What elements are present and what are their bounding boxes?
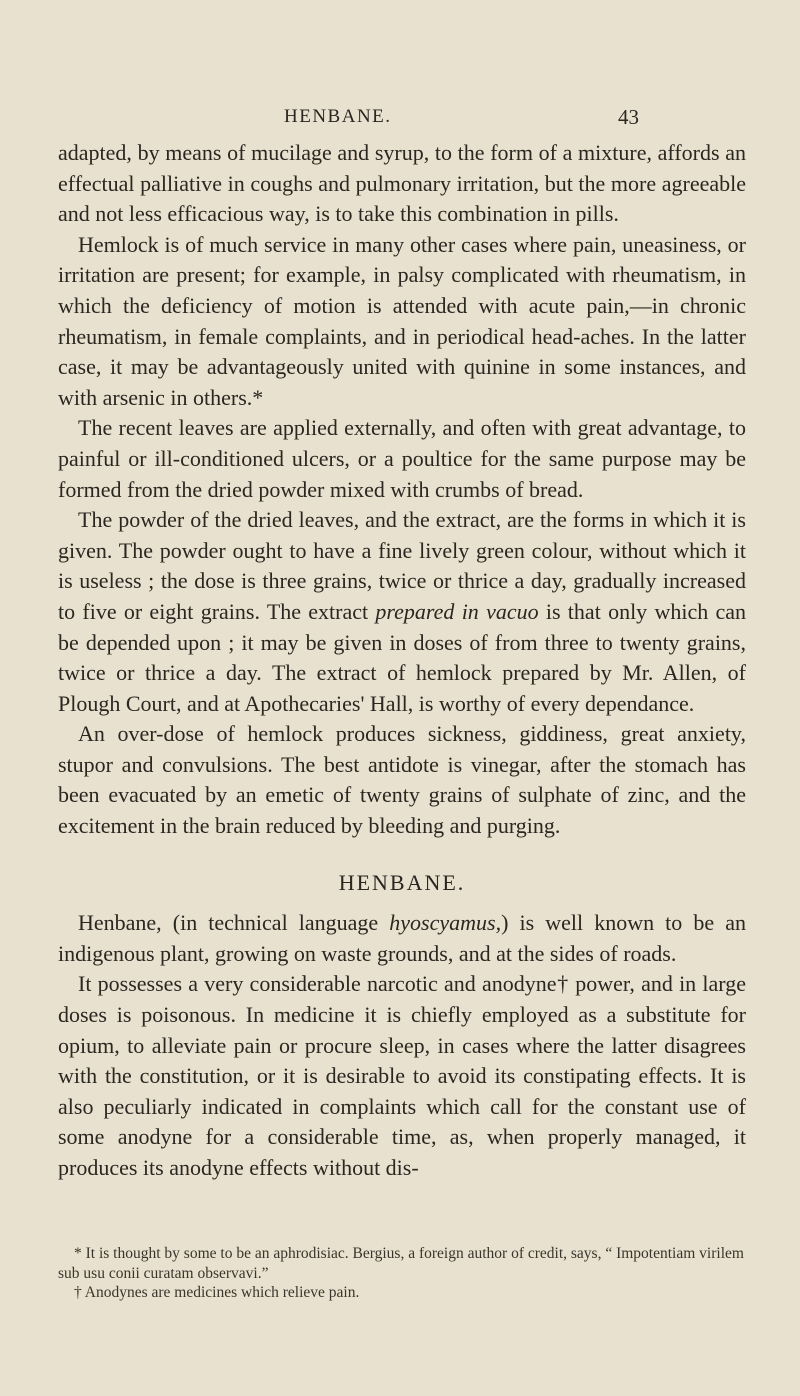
italic-term: hyoscyamus, (389, 910, 502, 936)
paragraph (58, 908, 746, 969)
running-head: HENBANE. (284, 106, 392, 127)
footnote: † Anodynes are medicines which relieve pain. (74, 1284, 360, 1301)
paragraph: Hemlock is of much service in many other cases where pain, uneasiness, or irritation are present; for example, in palsy complicated with rheumatism, in which the deficiency of motion is attended with acute pain,—in chronic rheumatism, in female complaints, and in periodical head-aches. In the latter case, it may be advantageously united with quinine in some instances, and with arsenic in others.* (58, 231, 746, 410)
page-number: 43 (618, 105, 639, 129)
text-run: is that only which can be depended upon ; it may be given in doses of from three to twenty grains, twice or thrice a day. The extract of hemlock prepared by Mr. Allen, of Plough Court, and at Apothecaries' Hall, is worthy of every dependance. (58, 598, 747, 716)
text-run: The powder of the dried leaves, and the extract, are the forms in which it is given. The powder ought to have a fine lively green colour, without which it is useless ; the dose is three grains, twice or thrice a day, gradually increased to five or eight grains. The extract (58, 507, 746, 624)
text-run: Henbane, (in technical language (78, 910, 390, 936)
page-header (0, 78, 800, 129)
paragraph: An over-dose of hemlock produces sickness, giddiness, great anxiety, stupor and convulsions. The best antidote is vinegar, after the stomach has been evacuated by an emetic of twenty grains of sulphate of zinc, and the excitement in the brain reduced by bleeding and purging. (58, 721, 746, 839)
paragraph: It possesses a very considerable narcotic and anodyne† power, and in large doses is poisonous. In medicine it is chiefly employed as a substitute for opium, to alleviate pain or procure sleep, in cases where the latter disagrees with the constitution, or it is desirable to avoid its constipating effects. It is also peculiarly indicated in complaints which call for the constant use of some anodyne for a considerable time, as, when properly managed, it produces its anodyne effects without dis- (58, 971, 746, 1180)
footnote: * It is thought by some to be an aphrodisiac. Bergius, a foreign author of credit, says, “ Impotentiam virilem sub usu conii curatam observavi.” (58, 1245, 744, 1282)
paragraph: adapted, by means of mucilage and syrup, to the form of a mixture, affords an effectual palliative in coughs and pulmonary irritation, but the more agreeable and not less efficacious way, is to take this combination in pills. (58, 140, 746, 227)
text-run: ) is well known to be an indigenous plant, growing on waste grounds, and at the sides of roads. (58, 910, 746, 966)
paragraph (58, 505, 746, 719)
body-text (58, 138, 746, 1184)
paragraph: The recent leaves are applied externally, and often with great advantage, to painful or ill-conditioned ulcers, or a poultice for the same purpose may be formed from the dried powder mixed with crumbs of bread. (58, 415, 746, 502)
footnotes (58, 1244, 746, 1303)
section-heading: HENBANE. (338, 869, 466, 895)
italic-phrase: prepared in vacuo (375, 598, 539, 624)
